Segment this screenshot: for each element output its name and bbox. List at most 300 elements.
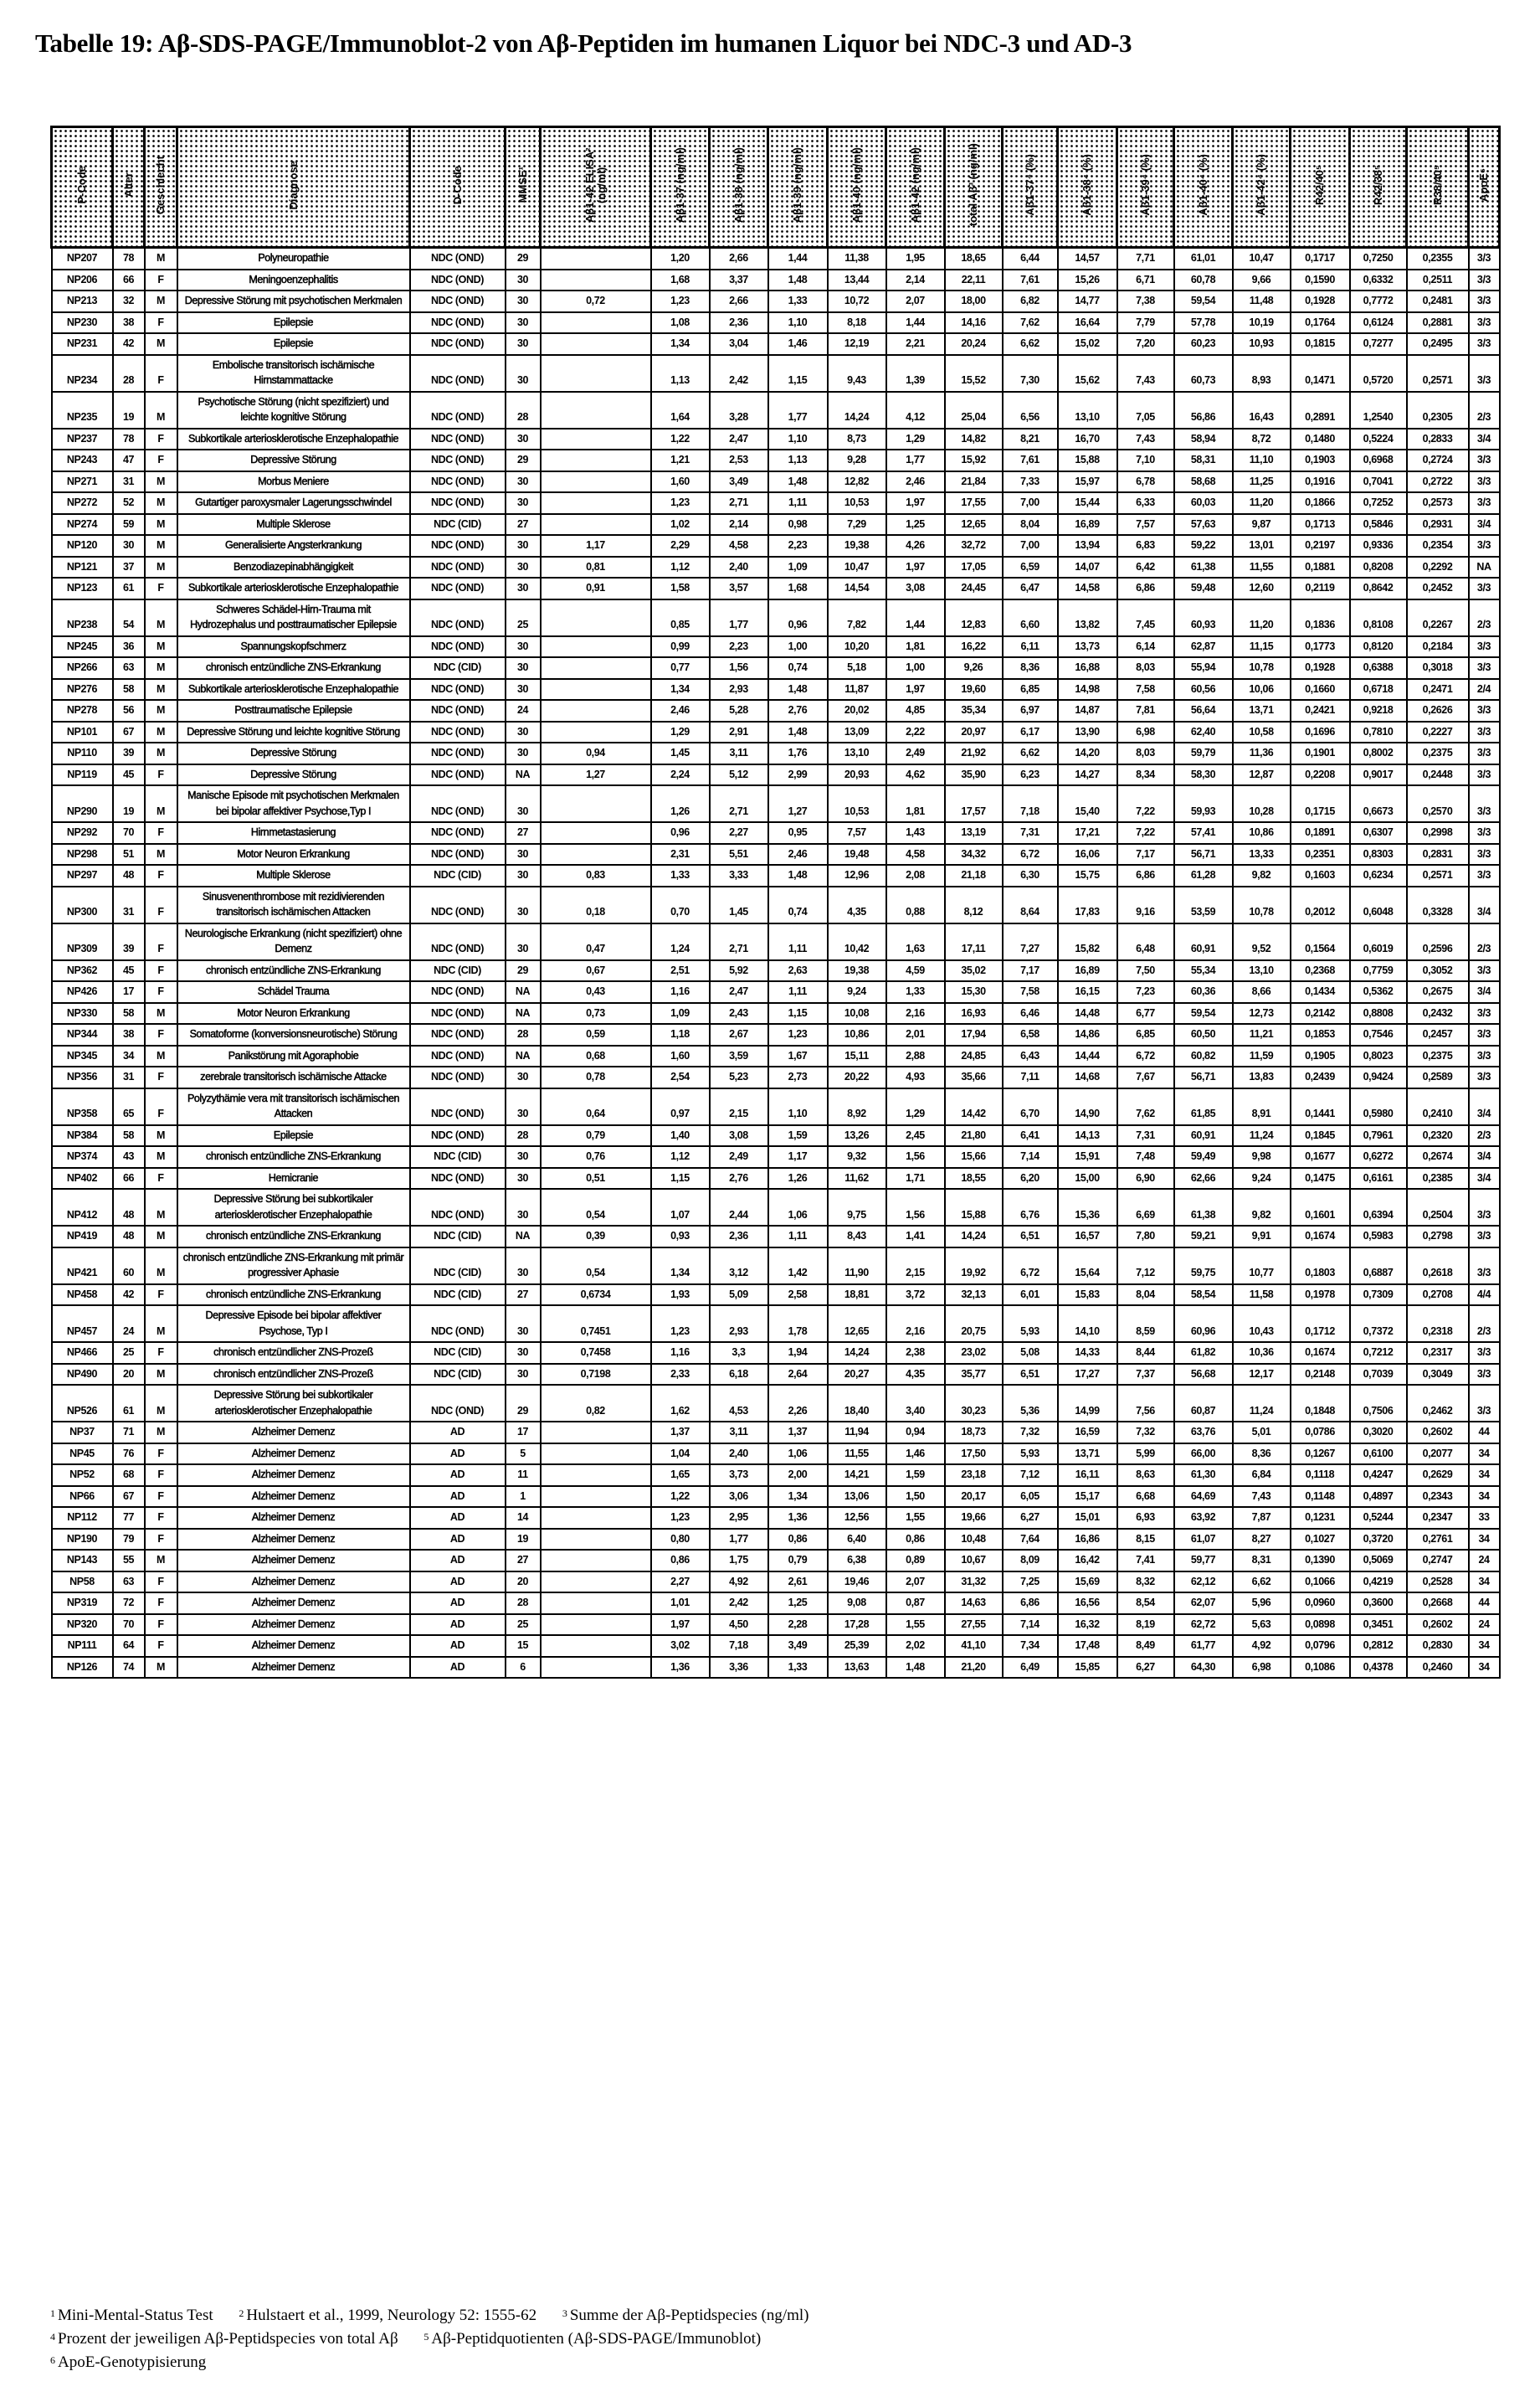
- table-cell: 2,76: [768, 700, 828, 722]
- table-cell: 6,27: [1117, 1657, 1174, 1679]
- table-cell: 15: [506, 1635, 541, 1657]
- table-cell: 10,47: [828, 557, 886, 579]
- table-cell: 0,2385: [1407, 1168, 1469, 1190]
- table-cell: NDC (OND): [410, 355, 506, 392]
- table-cell: 1,48: [768, 865, 828, 887]
- table-cell: 7,17: [1003, 960, 1058, 982]
- table-cell: 0,1712: [1291, 1305, 1350, 1342]
- table-cell: 1,15: [651, 1168, 710, 1190]
- table-cell: 60,96: [1174, 1305, 1233, 1342]
- footnote-text: Prozent der jeweiligen Aβ-Peptidspecies von total Aβ: [58, 2330, 398, 2348]
- table-cell: 0,2833: [1407, 429, 1469, 450]
- table-cell: 16,89: [1058, 960, 1117, 982]
- table-cell: 1,06: [768, 1443, 828, 1465]
- table-cell: 15,36: [1058, 1189, 1117, 1226]
- table-cell: 30: [506, 722, 541, 743]
- table-cell: 61,07: [1174, 1529, 1233, 1551]
- table-cell: 8,04: [1003, 514, 1058, 536]
- table-cell: 11,20: [1233, 599, 1291, 636]
- table-cell: 60,36: [1174, 981, 1233, 1003]
- table-row: [52, 1657, 1500, 1679]
- table-cell: 30: [506, 312, 541, 334]
- table-cell: F: [145, 1088, 177, 1125]
- table-cell: 29: [506, 450, 541, 471]
- table-cell: 2,95: [710, 1507, 768, 1529]
- table-cell: 2,73: [768, 1067, 828, 1088]
- table-cell: F: [145, 960, 177, 982]
- table-cell: 7,22: [1117, 785, 1174, 822]
- table-cell: 5,36: [1003, 1385, 1058, 1422]
- table-cell: 15,75: [1058, 865, 1117, 887]
- footnote-mark: 1: [50, 2307, 55, 2319]
- table-cell: 1,16: [651, 1342, 710, 1364]
- table-cell: 30: [506, 887, 541, 923]
- table-cell: F: [145, 429, 177, 450]
- table-cell: 6,23: [1003, 764, 1058, 786]
- table-cell: 0,1815: [1291, 333, 1350, 355]
- table-cell: 3/3: [1469, 333, 1500, 355]
- table-cell: NP120: [52, 535, 113, 557]
- table-cell: 8,36: [1233, 1443, 1291, 1465]
- column-header-label: Aβ1-37 (ng/ml): [675, 147, 686, 223]
- table-cell: Schweres Schädel-Hirn-Trauma mit Hydrozephalus und posttraumatischer Epilepsie: [177, 599, 410, 636]
- table-cell: 78: [113, 429, 145, 450]
- table-cell: 0,1713: [1291, 514, 1350, 536]
- table-cell: 2,67: [710, 1024, 768, 1046]
- table-cell: 10,43: [1233, 1305, 1291, 1342]
- table-cell: NP426: [52, 981, 113, 1003]
- table-cell: 8,03: [1117, 743, 1174, 764]
- table-cell: NDC (OND): [410, 887, 506, 923]
- table-cell: F: [145, 1486, 177, 1508]
- table-cell: 1,11: [768, 923, 828, 960]
- table-cell: 0,1148: [1291, 1486, 1350, 1508]
- table-cell: 10,42: [828, 923, 886, 960]
- table-cell: 0,2504: [1407, 1189, 1469, 1226]
- table-cell: 31,32: [945, 1571, 1003, 1593]
- footnote-mark: 4: [50, 2331, 55, 2343]
- table-cell: 30: [506, 1168, 541, 1190]
- table-cell: 0,1866: [1291, 492, 1350, 514]
- table-cell: M: [145, 1226, 177, 1247]
- table-cell: 0,1441: [1291, 1088, 1350, 1125]
- table-row: [52, 270, 1500, 291]
- table-cell: 2,00: [768, 1464, 828, 1486]
- table-cell: 6,68: [1117, 1486, 1174, 1508]
- table-cell: 0,1601: [1291, 1189, 1350, 1226]
- table-cell: 2,61: [768, 1571, 828, 1593]
- table-cell: M: [145, 636, 177, 658]
- table-cell: 3,40: [886, 1385, 945, 1422]
- table-cell: 2,49: [886, 743, 945, 764]
- table-cell: 6,72: [1117, 1046, 1174, 1067]
- table-cell: AD: [410, 1507, 506, 1529]
- table-cell: NP309: [52, 923, 113, 960]
- table-cell: 16,56: [1058, 1592, 1117, 1614]
- table-cell: 2,36: [710, 312, 768, 334]
- table-row: [52, 1507, 1500, 1529]
- table-cell: 6,47: [1003, 578, 1058, 599]
- table-cell: 7,32: [1003, 1422, 1058, 1443]
- table-cell: 12,82: [828, 471, 886, 493]
- table-cell: 14,20: [1058, 743, 1117, 764]
- table-cell: 30: [506, 1189, 541, 1226]
- table-cell: 0,1480: [1291, 429, 1350, 450]
- table-row: [52, 636, 1500, 658]
- table-cell: M: [145, 1550, 177, 1571]
- table-cell: 3/4: [1469, 429, 1500, 450]
- table-cell: 67: [113, 1486, 145, 1508]
- table-cell: 34: [1469, 1635, 1500, 1657]
- table-cell: 1,17: [768, 1146, 828, 1168]
- table-cell: 3/3: [1469, 844, 1500, 866]
- table-cell: 35,66: [945, 1067, 1003, 1088]
- table-cell: 30: [506, 1342, 541, 1364]
- table-cell: 0,6968: [1350, 450, 1407, 471]
- table-cell: NDC (OND): [410, 1003, 506, 1025]
- table-cell: 1,17: [541, 535, 651, 557]
- table-cell: 0,2347: [1407, 1507, 1469, 1529]
- table-cell: 56,71: [1174, 1067, 1233, 1088]
- table-cell: 14,87: [1058, 700, 1117, 722]
- table-cell: 6,84: [1233, 1464, 1291, 1486]
- table-cell: 0,2197: [1291, 535, 1350, 557]
- table-cell: M: [145, 1385, 177, 1422]
- table-cell: 6,41: [1003, 1125, 1058, 1147]
- table-cell: [541, 785, 651, 822]
- table-cell: Alzheimer Demenz: [177, 1657, 410, 1679]
- table-cell: 7,57: [828, 822, 886, 844]
- table-cell: NP319: [52, 1592, 113, 1614]
- table-cell: 7,31: [1003, 822, 1058, 844]
- table-cell: 15,88: [1058, 450, 1117, 471]
- table-cell: 2/3: [1469, 392, 1500, 429]
- table-cell: 3,33: [710, 865, 768, 887]
- table-cell: 8,12: [945, 887, 1003, 923]
- table-cell: 0,2998: [1407, 822, 1469, 844]
- table-cell: NA: [506, 981, 541, 1003]
- table-cell: 29: [506, 248, 541, 270]
- table-cell: 1,48: [886, 1657, 945, 1679]
- table-cell: [541, 1443, 651, 1465]
- table-cell: 0,6394: [1350, 1189, 1407, 1226]
- table-cell: 0,83: [541, 865, 651, 887]
- table-cell: NP272: [52, 492, 113, 514]
- table-cell: 1,77: [710, 1529, 768, 1551]
- table-cell: 0,9336: [1350, 535, 1407, 557]
- table-cell: 0,3720: [1350, 1529, 1407, 1551]
- table-cell: 4,35: [886, 1364, 945, 1386]
- table-cell: 8,64: [1003, 887, 1058, 923]
- table-cell: 0,2448: [1407, 764, 1469, 786]
- table-cell: 0,5362: [1350, 981, 1407, 1003]
- table-cell: 0,2351: [1291, 844, 1350, 866]
- table-cell: 19,48: [828, 844, 886, 866]
- table-cell: Alzheimer Demenz: [177, 1443, 410, 1465]
- table-cell: NDC (OND): [410, 291, 506, 312]
- table-row: [52, 1168, 1500, 1190]
- table-cell: 58,30: [1174, 764, 1233, 786]
- table-cell: 0,6673: [1350, 785, 1407, 822]
- table-cell: Alzheimer Demenz: [177, 1464, 410, 1486]
- table-cell: NP207: [52, 248, 113, 270]
- table-cell: 2,23: [768, 535, 828, 557]
- table-cell: 1,58: [651, 578, 710, 599]
- table-row: [52, 1529, 1500, 1551]
- table-cell: chronisch entzündliche ZNS-Erkrankung: [177, 1226, 410, 1247]
- table-cell: M: [145, 1657, 177, 1679]
- table-cell: 2,54: [651, 1067, 710, 1088]
- table-cell: 0,94: [886, 1422, 945, 1443]
- table-cell: AD: [410, 1571, 506, 1593]
- table-cell: 11,20: [1233, 492, 1291, 514]
- table-cell: NP358: [52, 1088, 113, 1125]
- table-cell: 3/4: [1469, 887, 1500, 923]
- table-cell: 14,24: [828, 392, 886, 429]
- table-cell: 0,89: [886, 1550, 945, 1571]
- table-cell: 2,93: [710, 1305, 768, 1342]
- table-cell: 16,64: [1058, 312, 1117, 334]
- table-row: [52, 392, 1500, 429]
- table-cell: 1,06: [768, 1189, 828, 1226]
- table-cell: 11,36: [1233, 743, 1291, 764]
- table-row: [52, 599, 1500, 636]
- table-row: [52, 785, 1500, 822]
- table-cell: 6,38: [828, 1550, 886, 1571]
- table-cell: 2,07: [886, 1571, 945, 1593]
- table-cell: M: [145, 1046, 177, 1067]
- table-cell: 16,22: [945, 636, 1003, 658]
- table-cell: [541, 1592, 651, 1614]
- table-cell: NP344: [52, 1024, 113, 1046]
- table-cell: 3/3: [1469, 471, 1500, 493]
- table-cell: 48: [113, 1189, 145, 1226]
- table-cell: NDC (OND): [410, 557, 506, 579]
- table-cell: Schädel Trauma: [177, 981, 410, 1003]
- table-cell: 6,40: [828, 1529, 886, 1551]
- table-cell: 6,70: [1003, 1088, 1058, 1125]
- table-cell: NP123: [52, 578, 113, 599]
- table-cell: 0,54: [541, 1189, 651, 1226]
- table-cell: [541, 471, 651, 493]
- table-cell: 0,4378: [1350, 1657, 1407, 1679]
- table-cell: 3,02: [651, 1635, 710, 1657]
- table-cell: F: [145, 355, 177, 392]
- table-cell: 0,9424: [1350, 1067, 1407, 1088]
- table-cell: 30: [506, 743, 541, 764]
- table-cell: 3/4: [1469, 1146, 1500, 1168]
- table-cell: 48: [113, 1226, 145, 1247]
- table-cell: 68: [113, 1464, 145, 1486]
- table-cell: 30: [506, 844, 541, 866]
- table-cell: 1,33: [651, 865, 710, 887]
- table-cell: 60,50: [1174, 1024, 1233, 1046]
- table-cell: 8,27: [1233, 1529, 1291, 1551]
- table-cell: NP458: [52, 1284, 113, 1306]
- table-cell: 3/3: [1469, 1189, 1500, 1226]
- table-cell: 28: [506, 392, 541, 429]
- table-cell: Generalisierte Angsterkrankung: [177, 535, 410, 557]
- table-cell: 13,73: [1058, 636, 1117, 658]
- table-cell: NP245: [52, 636, 113, 658]
- table-cell: NDC (OND): [410, 1189, 506, 1226]
- table-cell: NDC (OND): [410, 599, 506, 636]
- table-cell: F: [145, 1443, 177, 1465]
- table-cell: 15,88: [945, 1189, 1003, 1226]
- table-cell: 6,11: [1003, 636, 1058, 658]
- column-header: [1058, 127, 1117, 248]
- table-cell: 0,6718: [1350, 679, 1407, 701]
- table-cell: 0,4219: [1350, 1571, 1407, 1593]
- table-cell: Epilepsie: [177, 312, 410, 334]
- table-cell: 56: [113, 700, 145, 722]
- table-cell: 9,82: [1233, 1189, 1291, 1226]
- table-cell: 3,36: [710, 1657, 768, 1679]
- table-cell: 0,68: [541, 1046, 651, 1067]
- table-cell: 4,85: [886, 700, 945, 722]
- column-header-label: R42/38⁵: [1373, 165, 1384, 205]
- table-cell: M: [145, 700, 177, 722]
- table-cell: 1,09: [768, 557, 828, 579]
- table-cell: 6,59: [1003, 557, 1058, 579]
- table-cell: 1,50: [886, 1486, 945, 1508]
- table-cell: 9,87: [1233, 514, 1291, 536]
- table-cell: F: [145, 865, 177, 887]
- table-cell: 60,23: [1174, 333, 1233, 355]
- table-cell: NDC (OND): [410, 844, 506, 866]
- table-cell: 63: [113, 1571, 145, 1593]
- table-cell: 7,71: [1117, 248, 1174, 270]
- table-cell: 16,11: [1058, 1464, 1117, 1486]
- table-cell: 0,2317: [1407, 1342, 1469, 1364]
- table-cell: NP421: [52, 1247, 113, 1284]
- column-header-label: Aβ1-37⁴ (%): [1024, 154, 1036, 216]
- table-cell: 0,2292: [1407, 557, 1469, 579]
- table-cell: 8,73: [828, 429, 886, 450]
- table-cell: 0,2227: [1407, 722, 1469, 743]
- table-cell: 14,16: [945, 312, 1003, 334]
- table-cell: 1,29: [886, 1088, 945, 1125]
- table-cell: 59,54: [1174, 291, 1233, 312]
- table-cell: 2,66: [710, 248, 768, 270]
- table-cell: 4/4: [1469, 1284, 1500, 1306]
- table-row: [52, 1226, 1500, 1247]
- table-cell: 61,38: [1174, 1189, 1233, 1226]
- table-cell: 15,85: [1058, 1657, 1117, 1679]
- table-cell: NP274: [52, 514, 113, 536]
- table-cell: 2,01: [886, 1024, 945, 1046]
- table-cell: 15,30: [945, 981, 1003, 1003]
- table-cell: 6,77: [1117, 1003, 1174, 1025]
- table-cell: 53,59: [1174, 887, 1233, 923]
- table-cell: 1,60: [651, 1046, 710, 1067]
- table-cell: 23,02: [945, 1342, 1003, 1364]
- table-cell: 21,80: [945, 1125, 1003, 1147]
- table-cell: NP271: [52, 471, 113, 493]
- table-cell: 1,68: [768, 578, 828, 599]
- table-cell: 1,12: [651, 1146, 710, 1168]
- table-cell: 1,15: [768, 1003, 828, 1025]
- table-cell: 3/4: [1469, 981, 1500, 1003]
- table-row: [52, 1571, 1500, 1593]
- table-cell: 59,75: [1174, 1247, 1233, 1284]
- table-cell: 0,1764: [1291, 312, 1350, 334]
- table-cell: 14,68: [1058, 1067, 1117, 1088]
- table-cell: 7,20: [1117, 333, 1174, 355]
- footnote-text: Mini-Mental-Status Test: [58, 2307, 213, 2324]
- table-cell: 0,2629: [1407, 1464, 1469, 1486]
- table-cell: 0,1715: [1291, 785, 1350, 822]
- table-cell: 0,2320: [1407, 1125, 1469, 1147]
- table-cell: 0,43: [541, 981, 651, 1003]
- table-row: [52, 578, 1500, 599]
- table-cell: 41,10: [945, 1635, 1003, 1657]
- table-cell: 64,69: [1174, 1486, 1233, 1508]
- footnote-line-3: [50, 2351, 809, 2374]
- table-row: [52, 923, 1500, 960]
- table-cell: 2,16: [886, 1003, 945, 1025]
- table-cell: 39: [113, 743, 145, 764]
- table-cell: 6,30: [1003, 865, 1058, 887]
- table-cell: Alzheimer Demenz: [177, 1550, 410, 1571]
- table-cell: 6,01: [1003, 1284, 1058, 1306]
- table-cell: 0,2343: [1407, 1486, 1469, 1508]
- table-cell: NDC (OND): [410, 392, 506, 429]
- table-cell: 25: [506, 1614, 541, 1636]
- table-cell: F: [145, 1024, 177, 1046]
- table-cell: 0,6734: [541, 1284, 651, 1306]
- table-cell: 8,66: [1233, 981, 1291, 1003]
- table-cell: 0,2208: [1291, 764, 1350, 786]
- table-cell: F: [145, 822, 177, 844]
- table-cell: 0,39: [541, 1226, 651, 1247]
- table-cell: 2,31: [651, 844, 710, 866]
- table-cell: 1,55: [886, 1614, 945, 1636]
- table-cell: 45: [113, 764, 145, 786]
- table-cell: 13,71: [1233, 700, 1291, 722]
- table-cell: 19,66: [945, 1507, 1003, 1529]
- table-cell: 0,80: [651, 1529, 710, 1551]
- table-cell: 0,7198: [541, 1364, 651, 1386]
- table-cell: 2,33: [651, 1364, 710, 1386]
- table-cell: 0,1590: [1291, 270, 1350, 291]
- table-cell: NDC (OND): [410, 578, 506, 599]
- table-cell: 12,56: [828, 1507, 886, 1529]
- table-cell: 1,33: [768, 291, 828, 312]
- table-cell: 0,9017: [1350, 764, 1407, 786]
- table-cell: 34: [1469, 1657, 1500, 1679]
- table-cell: 3,49: [710, 471, 768, 493]
- table-cell: 0,6019: [1350, 923, 1407, 960]
- table-cell: 17,83: [1058, 887, 1117, 923]
- table-cell: 28: [506, 1125, 541, 1147]
- table-row: [52, 1284, 1500, 1306]
- table-cell: 1,56: [886, 1189, 945, 1226]
- table-cell: 6,48: [1117, 923, 1174, 960]
- table-cell: 0,2931: [1407, 514, 1469, 536]
- table-cell: 20,02: [828, 700, 886, 722]
- table-cell: 0,5244: [1350, 1507, 1407, 1529]
- table-cell: 62,07: [1174, 1592, 1233, 1614]
- table-cell: M: [145, 1189, 177, 1226]
- footnote-mark: 3: [562, 2307, 567, 2319]
- column-header-label: Aβ1-42 (ng/ml): [910, 147, 921, 223]
- table-cell: 6,58: [1003, 1024, 1058, 1046]
- table-cell: 0,6388: [1350, 657, 1407, 679]
- table-cell: 1,77: [886, 450, 945, 471]
- table-cell: 0,6887: [1350, 1247, 1407, 1284]
- table-cell: 1,94: [768, 1342, 828, 1364]
